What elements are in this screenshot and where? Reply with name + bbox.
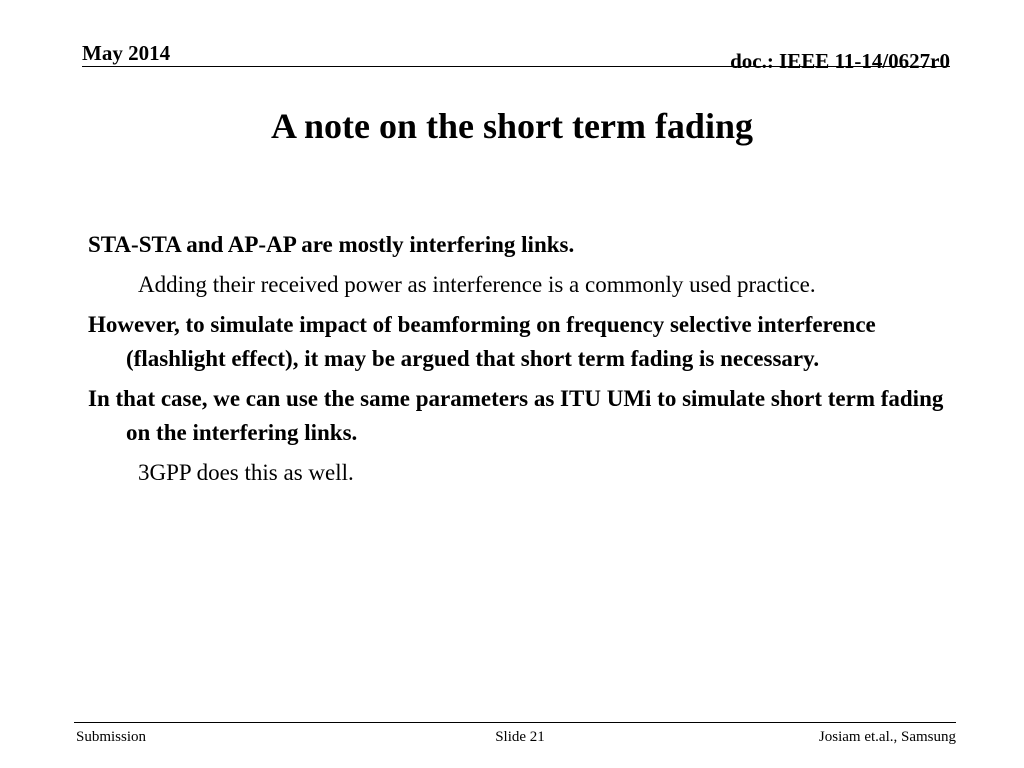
slide-body	[88, 228, 948, 496]
sub-bullet-3: 3GPP does this as well.	[138, 460, 354, 485]
footer-authors: Josiam et.al., Samsung	[818, 729, 956, 745]
footer-submission: Submission	[76, 729, 147, 745]
bullet-2: However, to simulate impact of beamforming on frequency selective interference (flashlight effect), it may be argued that short term fading is necessary.	[88, 312, 876, 371]
header-divider	[82, 66, 950, 67]
header-doc-id: doc.: IEEE 11-14/0627r0	[730, 49, 950, 73]
footer-divider	[74, 722, 956, 723]
header-date: May 2014	[82, 41, 171, 65]
sub-bullet-1: Adding their received power as interference is a commonly used practice.	[138, 272, 816, 297]
slide-title: A note on the short term fading	[271, 106, 753, 146]
bullet-1: STA-STA and AP-AP are mostly interfering links.	[88, 232, 575, 257]
footer-slide-number: Slide 21	[495, 729, 545, 745]
bullet-3: In that case, we can use the same parameters as ITU UMi to simulate short term fading on the interfering links.	[88, 386, 944, 445]
